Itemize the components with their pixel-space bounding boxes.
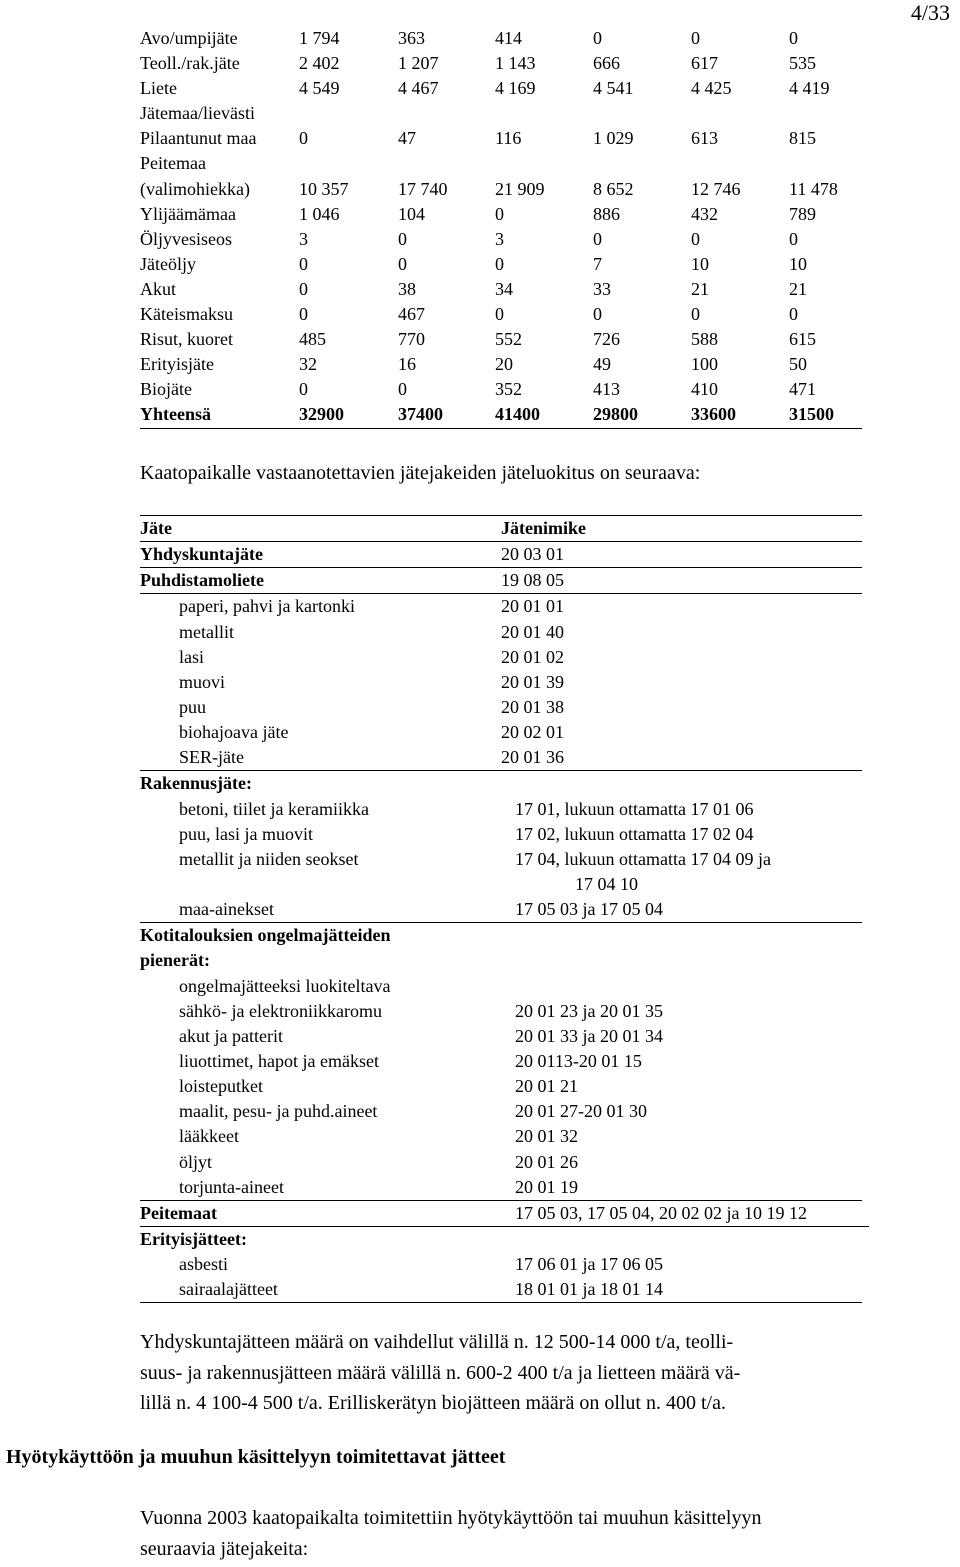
waste-code: 20 01 26 [515,1151,578,1172]
cell: 4 425 [691,78,732,99]
table-row [140,923,862,948]
waste-classification-table [140,515,862,1303]
cell: 32 [299,354,317,375]
table-row [140,1201,869,1227]
row-label: Avo/umpijäte [140,28,238,48]
table-row [140,620,862,645]
table-row [140,797,862,822]
table-row [140,1252,862,1277]
waste-code: 20 03 01 [501,544,564,565]
row-label: Teoll./rak.jäte [140,53,240,74]
cell: 0 [299,278,308,299]
cell: 10 [691,253,709,274]
table-row [140,974,862,999]
waste-name: Yhdyskuntajäte [140,544,264,565]
cell: 615 [789,329,816,350]
cell: 16 [398,354,416,375]
waste-volume-table [140,26,862,429]
cell: 0 [299,379,308,400]
table-row [140,645,862,670]
cell: 410 [691,379,718,400]
cell: 432 [691,203,718,224]
waste-code: 20 01 23 ja 20 01 35 [515,1000,663,1021]
cell: 617 [691,53,718,74]
waste-code: 20 01 02 [501,646,564,667]
waste-group-name: Erityisjätteet: [140,1228,247,1249]
cell: 413 [593,379,620,400]
cell: 20 [495,354,513,375]
cell: 1 794 [299,28,340,48]
table-row [140,1024,862,1049]
cell: 34 [495,278,513,299]
recovery-paragraph [140,1503,960,1564]
table-row [140,202,862,227]
cell: 0 [299,128,308,149]
cell: 815 [789,128,816,149]
cell: 21 [789,278,807,299]
cell: 726 [593,329,620,350]
table-row [140,76,862,101]
cell: 770 [398,329,425,350]
cell: 0 [789,228,798,249]
row-label: Käteismaksu [140,304,233,325]
paragraph-line: Vuonna 2003 kaatopaikalta toimitettiin hyötykäyttöön tai muuhun käsittelyyn [140,1507,762,1529]
cell: 1 143 [495,53,536,74]
cell: 0 [691,304,700,325]
paragraph-line: seuraavia jätejakeita: [140,1537,309,1560]
waste-name: ongelmajätteeksi luokiteltava [179,975,391,996]
table-row [140,227,862,252]
row-label: Öljyvesiseos [140,228,232,249]
cell: 116 [495,128,522,149]
cell: 4 541 [593,78,634,99]
cell: 10 [789,253,807,274]
waste-code: 19 08 05 [501,570,564,591]
cell: 4 467 [398,78,439,99]
waste-code: 20 01 27-20 01 30 [515,1101,647,1122]
table-row [140,177,862,202]
cell: 363 [398,28,425,48]
waste-group-name: Kotitalouksien ongelmajätteiden [140,925,391,946]
waste-code: 20 01 38 [501,696,564,717]
table-row [140,1277,862,1303]
cell: 38 [398,278,416,299]
cell: 0 [398,228,407,249]
waste-name: maa-ainekset [179,899,274,920]
row-label: Pilaantunut maa [140,128,257,149]
table-row [140,252,862,277]
cell: 41400 [495,404,540,425]
waste-code: 20 0113-20 01 15 [515,1050,642,1071]
waste-name: öljyt [179,1151,213,1172]
waste-code: 18 01 01 ja 18 01 14 [515,1279,663,1300]
waste-name: puu, lasi ja muovit [179,823,313,844]
table-row [140,377,862,402]
paragraph-line: lillä n. 4 100-4 500 t/a. Erilliskerätyn biojätteen määrä on ollut n. 400 t/a. [140,1392,726,1414]
cell: 613 [691,128,718,149]
cell: 1 207 [398,53,439,74]
waste-code: 20 01 19 [515,1176,578,1197]
table-header [140,516,862,542]
table-row [140,26,862,51]
cell: 0 [495,203,504,224]
table-row [140,1124,862,1149]
cell: 0 [691,28,700,48]
waste-code: 17 02, lukuun ottamatta 17 02 04 [515,823,754,844]
cell: 50 [789,354,807,375]
cell: 47 [398,128,416,149]
cell: 4 549 [299,78,340,99]
table-row [140,352,862,377]
waste-name: paperi, pahvi ja kartonki [179,596,355,617]
row-label: Yhteensä [140,404,211,425]
cell: 104 [398,203,425,224]
row-label: (valimohiekka) [140,178,250,199]
cell: 552 [495,329,522,350]
cell: 0 [789,304,798,325]
waste-name: liuottimet, hapot ja emäkset [179,1050,379,1071]
table-row [140,1074,862,1099]
table-row [140,542,862,568]
cell: 37400 [398,404,443,425]
cell: 12 746 [691,178,741,199]
waste-name: asbesti [179,1254,228,1275]
cell: 467 [398,304,425,325]
table-row [140,126,862,151]
cell: 49 [593,354,611,375]
cell: 352 [495,379,522,400]
table-row [140,670,862,695]
cell: 0 [593,228,602,249]
table-row [140,1150,862,1175]
cell: 17 740 [398,178,448,199]
cell: 0 [495,253,504,274]
cell: 2 402 [299,53,340,74]
cell: 10 357 [299,178,349,199]
cell: 4 169 [495,78,536,99]
cell: 11 478 [789,178,838,199]
row-label: Akut [140,278,176,299]
waste-code: 17 05 03, 17 05 04, 20 02 02 ja 10 19 12 [515,1202,807,1223]
waste-code: 20 02 01 [501,722,564,743]
row-label: Ylijäämämaa [140,203,236,224]
waste-group-name: Rakennusjäte: [140,773,253,794]
paragraph-line: Yhdyskuntajätteen määrä on vaihdellut välillä n. 12 500-14 000 t/a, teolli- [140,1331,734,1353]
waste-name: sähkö- ja elektroniikkaromu [179,1000,382,1021]
table-row [140,745,862,771]
table-row [140,594,862,619]
waste-name: akut ja patterit [179,1025,283,1046]
cell: 471 [789,379,816,400]
waste-code: 20 01 36 [501,747,564,768]
cell: 7 [593,253,602,274]
waste-name: loisteputket [179,1076,263,1097]
cell: 789 [789,203,816,224]
table-row [140,1227,862,1252]
intro-text: Kaatopaikalle vastaanotettavien jätejakeiden jäteluokitus on seuraava: [140,462,701,484]
waste-name: puu [179,696,206,717]
cell: 588 [691,329,718,350]
cell: 0 [495,304,504,325]
cell: 666 [593,53,620,74]
waste-name: SER-jäte [179,747,244,768]
table-row [140,872,862,897]
cell: 414 [495,28,522,48]
waste-name: sairaalajätteet [179,1279,278,1300]
table-row [140,51,862,76]
table-row [140,822,862,847]
table-row [140,695,862,720]
cell: 3 [299,228,308,249]
waste-code: 17 01, lukuun ottamatta 17 01 06 [515,798,754,819]
waste-name: metallit ja niiden seokset [179,848,359,869]
cell: 33600 [691,404,736,425]
cell: 8 652 [593,178,634,199]
table-row [140,302,862,327]
cell: 4 419 [789,78,830,99]
waste-code: 20 01 39 [501,671,564,692]
header-name: Jäte [140,518,172,538]
waste-code: 20 01 32 [515,1126,578,1147]
cell: 0 [593,304,602,325]
table-row [140,999,862,1024]
table-row [140,151,862,176]
waste-code: 17 06 01 ja 17 06 05 [515,1254,663,1275]
waste-amount-paragraph [140,1327,940,1419]
waste-code: 20 01 01 [501,596,564,617]
waste-name: lääkkeet [179,1126,239,1147]
header-code: Jätenimike [501,518,586,538]
cell: 0 [398,253,407,274]
waste-code: 17 04 10 [575,873,638,894]
paragraph-line: suus- ja rakennusjätteen määrä välillä n. 600-2 400 t/a ja lietteen määrä vä- [140,1361,741,1384]
waste-code: 20 01 33 ja 20 01 34 [515,1025,663,1046]
section-heading: Hyötykäyttöön ja muuhun käsittelyyn toimitettavat jätteet [6,1446,506,1468]
cell: 32900 [299,404,344,425]
table-row [140,327,862,352]
cell: 33 [593,278,611,299]
table-row [140,948,862,973]
cell: 0 [398,379,407,400]
row-label: Biojäte [140,379,192,400]
waste-code: 20 01 40 [501,621,564,642]
cell: 0 [299,304,308,325]
waste-group-name: pienerät: [140,950,210,971]
waste-name: metallit [179,621,234,642]
table-row [140,847,862,872]
table-row [140,277,862,302]
waste-name: lasi [179,646,204,667]
cell: 886 [593,203,620,224]
table-row [140,771,862,796]
cell: 485 [299,329,326,350]
cell: 0 [593,28,602,48]
cell: 1 046 [299,203,340,224]
cell: 0 [789,28,798,48]
cell: 3 [495,228,504,249]
cell: 1 029 [593,128,634,149]
cell: 31500 [789,404,834,425]
row-label: Peitemaa [140,153,206,174]
page-number: 4/33 [910,0,950,25]
waste-code: 20 01 21 [515,1076,578,1097]
waste-name: muovi [179,671,226,692]
cell: 21 909 [495,178,545,199]
row-label: Liete [140,78,177,99]
waste-name: maalit, pesu- ja puhd.aineet [179,1101,378,1122]
row-label: Erityisjäte [140,354,214,375]
table-row [140,897,862,923]
row-label: Jätemaa/lievästi [140,103,255,124]
waste-code: 17 05 03 ja 17 05 04 [515,899,663,920]
waste-code: 17 04, lukuun ottamatta 17 04 09 ja [515,848,771,869]
table-row [140,1175,862,1201]
cell: 100 [691,354,718,375]
waste-group-name: Peitemaat [140,1202,217,1223]
table-row [140,1049,862,1074]
table-row [140,568,862,594]
row-label: Risut, kuoret [140,329,233,350]
row-label: Jäteöljy [140,253,196,274]
total-row [140,402,862,428]
waste-name: biohajoava jäte [179,722,289,743]
cell: 29800 [593,404,638,425]
table-row [140,1099,862,1124]
waste-name: Puhdistamoliete [140,570,264,591]
table-row [140,720,862,745]
waste-name: betoni, tiilet ja keramiikka [179,798,369,819]
cell: 0 [691,228,700,249]
table-row [140,101,862,126]
waste-name: torjunta-aineet [179,1176,284,1197]
cell: 0 [299,253,308,274]
cell: 21 [691,278,709,299]
cell: 535 [789,53,816,74]
